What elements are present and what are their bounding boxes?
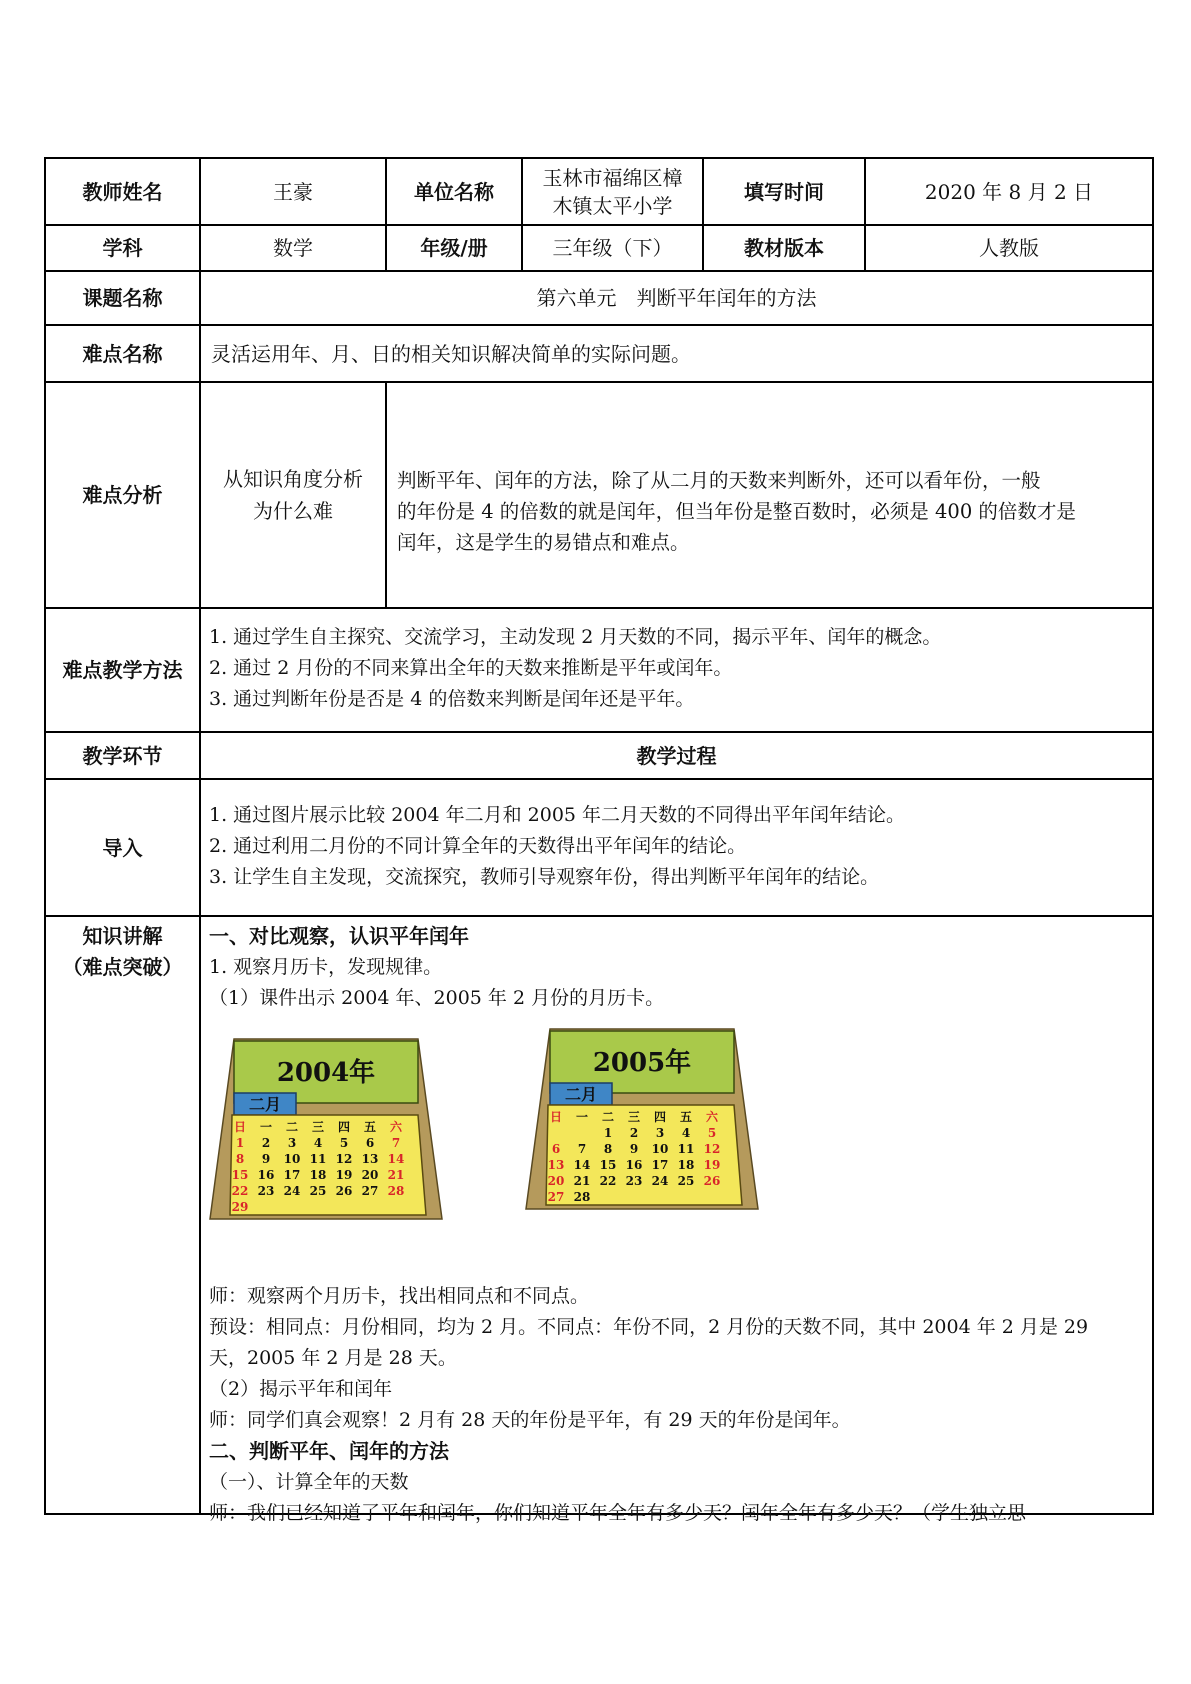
calendar-weekday: 五 [363,1120,377,1134]
subject-value: 数学 [273,236,313,260]
difficulty-label: 难点名称 [82,341,163,366]
calendar-day: 19 [703,1158,721,1172]
calendar-day: 26 [335,1184,353,1198]
calendar-day: 27 [361,1184,379,1198]
analysis-line: 闰年，这是学生的易错点和难点。 [397,531,690,554]
calendar-weekday: 四 [337,1120,351,1134]
calendar-day: 14 [573,1158,591,1172]
calendar-day: 13 [361,1152,379,1166]
calendar-day: 21 [387,1168,405,1182]
calendar-day: 27 [547,1190,565,1204]
calendar-day: 9 [629,1142,639,1156]
unit-name-line-1: 玉林市福绵区樟 [542,165,683,190]
calendar-month-label: 二月 [248,1095,282,1114]
knowledge-line: （2）揭示平年和闰年 [209,1378,393,1400]
calendar-year-label: 2004年 [276,1058,376,1088]
calendar-day: 10 [651,1142,669,1156]
calendar-day: 17 [283,1168,301,1182]
calendar-day: 12 [703,1142,721,1156]
calendar-weekday: 二 [285,1120,299,1134]
calendar-day: 22 [231,1184,249,1198]
calendar-day: 20 [547,1174,565,1188]
calendar-day: 2 [261,1136,271,1150]
analysis-text [397,465,1149,558]
calendar-day: 23 [257,1184,275,1198]
topic-value: 第六单元 判断平年闰年的方法 [536,286,817,310]
calendar-day: 2 [629,1126,639,1140]
analysis-sub-label [201,383,385,607]
calendar-day: 8 [603,1142,613,1156]
calendar-day: 8 [235,1152,245,1166]
calendar-weekday: 二 [601,1110,615,1124]
edition-label: 教材版本 [744,236,824,260]
calendar-day: 25 [309,1184,327,1198]
calendar-day: 20 [361,1168,379,1182]
calendar-day: 29 [231,1200,249,1214]
calendar-day: 21 [573,1174,591,1188]
calendar-day: 18 [309,1168,327,1182]
calendar-day: 12 [335,1152,353,1166]
calendar-day: 19 [335,1168,353,1182]
calendar-weekday: 三 [627,1110,641,1124]
calendar-day: 1 [235,1136,245,1150]
knowledge-line: 预设：相同点：月份相同，均为 2 月。不同点：年份不同，2 月份的天数不同，其中 2004 年 2 月是 29 [209,1316,1089,1338]
knowledge-line: 天，2005 年 2 月是 28 天。 [209,1347,457,1369]
analysis-sub-label-line-2: 为什么难 [253,499,333,523]
calendar-day: 11 [677,1142,695,1156]
calendar-day: 9 [261,1152,271,1166]
section-title: 二、判断平年、闰年的方法 [209,1439,449,1463]
calendar-day: 7 [391,1136,401,1150]
calendar-day: 17 [651,1158,669,1172]
calendar-day: 16 [625,1158,643,1172]
calendar-day: 7 [577,1142,587,1156]
calendar-day: 23 [625,1174,643,1188]
knowledge-label-line-2: （难点突破） [62,955,183,979]
analysis-line: 的年份是 4 的倍数的就是闰年，但当年份是整百数时，必须是 400 的倍数才是 [397,500,1076,523]
intro-text [209,800,1149,893]
section-title: 一、对比观察，认识平年闰年 [209,924,469,948]
analysis-sub-label-line-1: 从知识角度分析 [223,467,363,491]
calendar-day: 5 [707,1126,717,1140]
calendar-weekday: 一 [259,1120,273,1134]
grade-value: 三年级（下） [552,236,673,260]
calendar-day: 11 [309,1152,327,1166]
knowledge-line: 1. 观察月历卡，发现规律。 [209,956,443,978]
calendar-day: 6 [551,1142,561,1156]
difficulty-value: 灵活运用年、月、日的相关知识解决简单的实际问题。 [211,341,691,366]
calendar-weekday: 六 [705,1110,719,1124]
knowledge-label-line-1: 知识讲解 [82,924,163,948]
teaching-process-label: 教学过程 [636,743,717,768]
calendar-card-2004 [206,1029,446,1239]
calendar-weekday: 日 [549,1110,563,1124]
calendar-day: 28 [387,1184,405,1198]
knowledge-line: （1）课件出示 2004 年、2005 年 2 月份的月历卡。 [209,987,665,1009]
method-line: 1. 通过学生自主探究、交流学习，主动发现 2 月天数的不同，揭示平年、闰年的概念。 [209,626,942,648]
unit-name-line-2: 木镇太平小学 [552,193,673,218]
knowledge-line: 师：同学们真会观察！2 月有 28 天的年份是平年，有 29 天的年份是闰年。 [209,1409,851,1431]
unit-name-label: 单位名称 [414,179,494,204]
intro-line: 3. 让学生自主发现，交流探究，教师引导观察年份，得出判断平年闰年的结论。 [209,866,880,888]
calendar-day: 25 [677,1174,695,1188]
calendar-weekday: 一 [575,1110,589,1124]
calendar-day: 24 [283,1184,301,1198]
method-line: 3. 通过判断年份是否是 4 的倍数来判断是闰年还是平年。 [209,688,695,710]
intro-line: 2. 通过利用二月份的不同计算全年的天数得出平年闰年的结论。 [209,835,747,857]
calendar-day: 28 [573,1190,591,1204]
analysis-line: 判断平年、闰年的方法，除了从二月的天数来判断外，还可以看年份，一般 [397,469,1041,492]
edition-value: 人教版 [979,236,1039,260]
subject-label: 学科 [102,236,143,260]
knowledge-text-top [209,921,1149,1014]
calendar-day: 1 [603,1126,613,1140]
calendar-day: 24 [651,1174,669,1188]
fill-date-value: 2020 年 8 月 2 日 [924,179,1094,204]
calendar-day: 13 [547,1158,565,1172]
analysis-label: 难点分析 [82,483,163,507]
calendar-day: 26 [703,1174,721,1188]
calendar-day: 4 [313,1136,323,1150]
knowledge-label [46,921,199,983]
calendar-day: 5 [339,1136,349,1150]
calendar-day: 6 [365,1136,375,1150]
calendar-day: 3 [287,1136,297,1150]
calendar-month-label: 二月 [564,1085,598,1104]
unit-name-value [523,159,702,224]
knowledge-line: 师：我们已经知道了平年和闰年，你们知道平年全年有多少天？闰年全年有多少天？（学生独立思 [209,1502,1027,1524]
method-line: 2. 通过 2 月份的不同来算出全年的天数来推断是平年或闰年。 [209,657,733,679]
knowledge-line: 师：观察两个月历卡，找出相同点和不同点。 [209,1285,590,1307]
method-text [209,622,1149,715]
calendar-card-2005 [522,1019,762,1229]
calendar-weekday: 五 [679,1110,693,1124]
calendar-weekday: 六 [389,1120,403,1134]
calendar-day: 16 [257,1168,275,1182]
calendar-weekday: 日 [233,1120,247,1134]
calendar-day: 10 [283,1152,301,1166]
calendar-day: 14 [387,1152,405,1166]
intro-label: 导入 [102,835,143,860]
calendar-weekday: 四 [653,1110,667,1124]
calendar-day: 4 [681,1126,691,1140]
grade-label: 年级/册 [420,236,488,260]
calendar-weekday: 三 [311,1120,325,1134]
teacher-name-label: 教师姓名 [82,179,163,204]
calendar-graphic [522,1019,762,1229]
calendar-year-label: 2005年 [592,1048,692,1078]
intro-line: 1. 通过图片展示比较 2004 年二月和 2005 年二月天数的不同得出平年闰年结论。 [209,804,906,826]
knowledge-text-bottom [209,1281,1149,1529]
method-label: 难点教学方法 [62,658,183,682]
calendar-day: 15 [231,1168,249,1182]
fill-date-label: 填写时间 [744,179,824,204]
knowledge-line: （一）、计算全年的天数 [209,1471,409,1493]
teaching-step-label: 教学环节 [82,743,163,768]
calendar-day: 18 [677,1158,695,1172]
teacher-name-value: 王豪 [273,179,313,204]
calendar-day: 3 [655,1126,665,1140]
calendar-day: 15 [599,1158,617,1172]
lesson-plan-table [44,157,1154,1524]
calendar-day: 22 [599,1174,617,1188]
calendar-graphic [206,1029,446,1239]
topic-label: 课题名称 [82,286,163,310]
